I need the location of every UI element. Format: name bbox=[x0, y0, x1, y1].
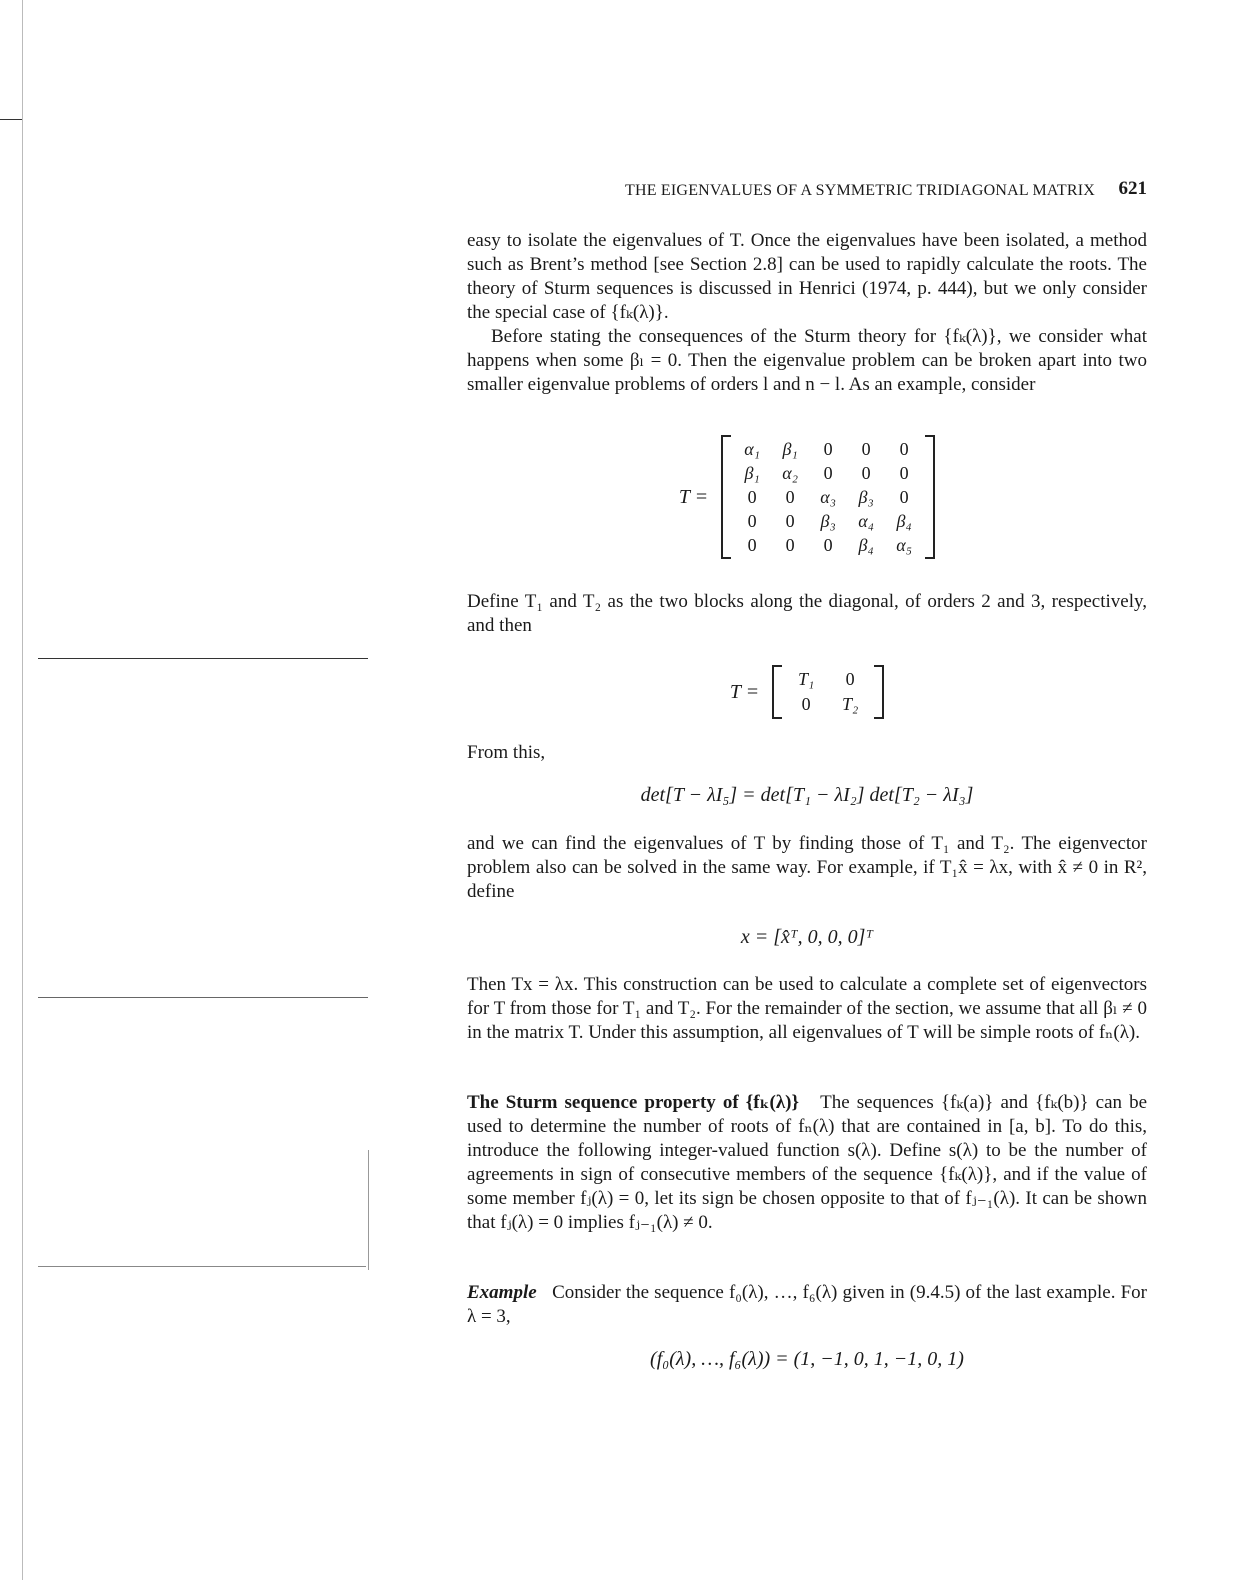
matrix-equation bbox=[467, 437, 1147, 557]
margin-rule bbox=[38, 997, 368, 998]
matrix-cell: 0 bbox=[785, 510, 795, 531]
paragraph: easy to isolate the eigenvalues of T. Once the eigenvalues have been isolated, a method such as Brent’s method [see Section 2.8] can be used to rapidly calculate the roots. The theory of Sturm sequences is discussed in Henrici (1974, p. 444), but we only consider the special case of {fₖ(λ)}. bbox=[467, 230, 1147, 323]
matrix-row bbox=[733, 485, 923, 509]
matrix-cell: 0 bbox=[785, 486, 795, 507]
matrix-cell: T₁ bbox=[797, 669, 815, 689]
x-equation bbox=[467, 926, 1147, 949]
body-text-block-eigenvector bbox=[467, 832, 1147, 904]
det-equation bbox=[467, 784, 1147, 807]
f-sequence-equation-text: (f₀(λ), …, f₆(λ)) = (1, −1, 0, 1, −1, 0, 1) bbox=[650, 1348, 964, 1370]
matrix-cell: 0 bbox=[899, 438, 909, 459]
matrix-cell: 0 bbox=[899, 462, 909, 483]
margin-rule bbox=[38, 658, 368, 659]
matrix-cell: 0 bbox=[823, 462, 833, 483]
paragraph: Then Tx = λx. This construction can be used to calculate a complete set of eigenvectors for T from those for T₁ and T₂. For the remainder of the section, we assume that all βₗ ≠ 0 in the matrix T. Under this assumption, all eigenvalues of T will be simple roots of fₙ(λ). bbox=[467, 974, 1147, 1043]
matrix-cell: β₁ bbox=[782, 438, 798, 459]
matrix-t bbox=[721, 437, 935, 557]
example-heading: Example bbox=[467, 1282, 537, 1303]
matrix-row bbox=[784, 667, 872, 692]
matrix-cell: β₃ bbox=[858, 486, 874, 507]
matrix-row bbox=[733, 461, 923, 485]
gutter-mark bbox=[0, 119, 22, 120]
matrix-cell: 0 bbox=[823, 534, 833, 555]
matrix-cell: α₄ bbox=[858, 510, 874, 531]
body-text-block-construction bbox=[467, 973, 1147, 1045]
margin-rule bbox=[38, 1266, 366, 1267]
margin-dots bbox=[368, 1150, 369, 1270]
block-matrix-equation bbox=[467, 667, 1147, 717]
example-body: Consider the sequence f₀(λ), …, f₆(λ) given in (9.4.5) of the last example. For λ = 3, bbox=[467, 1282, 1148, 1327]
matrix-cell: 0 bbox=[899, 486, 909, 507]
matrix-cell: 0 bbox=[747, 534, 757, 555]
paragraph: Define T₁ and T₂ as the two blocks along the diagonal, of orders 2 and 3, respectively, and then bbox=[467, 591, 1147, 636]
body-text-block-1 bbox=[467, 229, 1147, 397]
section-heading: The Sturm sequence property of {fₖ(λ)} bbox=[467, 1092, 799, 1113]
matrix-label: T = bbox=[678, 485, 709, 508]
matrix-cell: α₅ bbox=[896, 534, 912, 555]
matrix-cell: β₃ bbox=[820, 510, 836, 531]
left-gutter-line bbox=[22, 0, 23, 1580]
section-body: The sequences {fₖ(a)} and {fₖ(b)} can be used to determine the number of roots of fₙ(λ) that are contained in [a, b]. To do this, introduce the following integer-valued function s(λ). Define s(λ) to be the number of agreements in sign of consecutive members of the sequence {fₖ(λ)}, and if the value of some member fⱼ(λ) = 0, let its sign be chosen opposite to that of fⱼ₋₁(λ). It can be shown that fⱼ(λ) = 0 implies fⱼ₋₁(λ) ≠ 0. bbox=[467, 1092, 1148, 1233]
paragraph bbox=[467, 1091, 1147, 1235]
block-matrix-label: T = bbox=[729, 680, 760, 703]
page-number: 621 bbox=[1118, 178, 1147, 199]
x-equation-text: x = [x̂ᵀ, 0, 0, 0]ᵀ bbox=[740, 926, 874, 948]
running-head: THE EIGENVALUES OF A SYMMETRIC TRIDIAGONAL MATRIX bbox=[625, 182, 1095, 199]
matrix-cell: 0 bbox=[861, 462, 871, 483]
matrix-cell: 0 bbox=[785, 534, 795, 555]
matrix-cell: α₁ bbox=[744, 438, 760, 459]
paragraph bbox=[467, 1281, 1147, 1329]
f-sequence-equation bbox=[467, 1348, 1147, 1371]
matrix-cell: β₄ bbox=[896, 510, 912, 531]
matrix-cell: T₂ bbox=[841, 694, 859, 714]
from-this-text bbox=[467, 741, 1147, 765]
matrix-row bbox=[733, 437, 923, 461]
matrix-cell: α₂ bbox=[782, 462, 798, 483]
sturm-property-section bbox=[467, 1091, 1147, 1235]
matrix-row bbox=[733, 509, 923, 533]
example-section bbox=[467, 1281, 1147, 1329]
matrix-cell: 0 bbox=[845, 669, 855, 689]
paragraph: From this, bbox=[467, 742, 546, 763]
matrix-cell: 0 bbox=[747, 486, 757, 507]
matrix-row bbox=[733, 533, 923, 557]
paragraph: and we can find the eigenvalues of T by finding those of T₁ and T₂. The eigenvector problem also can be solved in the same way. For example, if T₁x̂ = λx, with x̂ ≠ 0 in R², define bbox=[467, 833, 1147, 902]
matrix-cell: 0 bbox=[823, 438, 833, 459]
matrix-cell: β₁ bbox=[744, 462, 760, 483]
define-t-text bbox=[467, 590, 1147, 638]
matrix-cell: β₄ bbox=[858, 534, 874, 555]
matrix-cell: 0 bbox=[801, 694, 811, 714]
det-equation-text: det[T − λI₅] = det[T₁ − λI₂] det[T₂ − λI₃] bbox=[640, 784, 974, 806]
matrix-cell: 0 bbox=[747, 510, 757, 531]
block-matrix bbox=[772, 667, 884, 717]
matrix-cell: 0 bbox=[861, 438, 871, 459]
matrix-cell: α₃ bbox=[820, 486, 836, 507]
page-header bbox=[465, 178, 1147, 204]
paragraph: Before stating the consequences of the Sturm theory for {fₖ(λ)}, we consider what happens when some βₗ = 0. Then the eigenvalue problem can be broken apart into two smaller eigenvalue problems of orders l and n − l. As an example, consider bbox=[467, 326, 1147, 395]
matrix-row bbox=[784, 692, 872, 717]
